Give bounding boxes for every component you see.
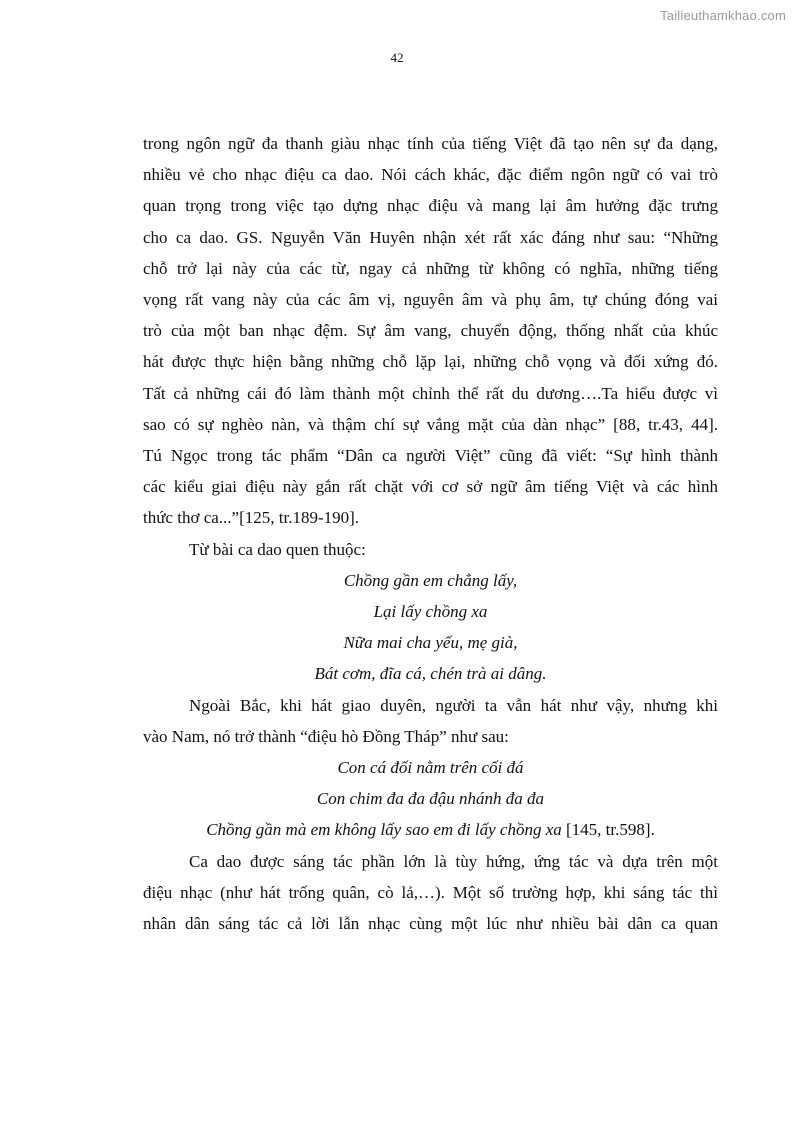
text-line: điệu nhạc (như hát trống quân, cò lả,…). Một số trường hợp, khi sáng tác thì [143,882,718,902]
text-line: Ngoài Bắc, khi hát giao duyên, người ta vẫn hát như vậy, nhưng khi [189,695,718,715]
text-line: sao có sự nghèo nàn, và thậm chí sự vắng mặt của dàn nhạc” [88, tr.43, 44]. [143,414,718,434]
citation: [145, tr.598]. [561,820,655,840]
text-line: các kiểu giai điệu này gắn rất chặt với cơ sở ngữ âm tiếng Việt và các hình [143,477,718,497]
text-line: vọng rất vang này của các âm vị, nguyên âm và phụ âm, tự chúng đóng vai [143,290,718,310]
verse-line-with-citation [143,814,718,845]
text-line: Ca dao được sáng tác phần lớn là tùy hứng, ứng tác và dựa trên một [189,851,718,871]
intro-line: Từ bài ca dao quen thuộc: [189,539,366,559]
verse-line: Con chim đa đa đậu nhánh đa đa [316,789,545,809]
verse-line: Bát cơm, đĩa cá, chén trà ai dâng. [314,664,547,684]
document-body [143,128,718,939]
verse-line: Nữa mai cha yếu, mẹ già, [343,633,518,653]
verse-line: Chồng gần mà em không lấy sao em đi lấy chồng xa [206,820,562,840]
text-line: vào Nam, nó trở thành “điệu hò Đồng Tháp” như sau: [143,726,509,746]
text-line: trò của một ban nhạc đệm. Sự âm vang, chuyển động, thống nhất của khúc [143,321,718,341]
text-line: thức thơ ca...”[125, tr.189-190]. [143,508,360,528]
verse-line: Chồng gần em chẳng lấy, [343,570,518,590]
verse-line: Con cá đối nằm trên cối đá [337,758,524,778]
text-line: Tất cả những cái đó làm thành một chỉnh thể rất du dương….Ta hiểu được vì [143,383,718,403]
watermark: Tailieuthamkhao.com [660,8,786,23]
text-line: hát được thực hiện bằng những chỗ lặp lại, những chỗ vọng và đối xứng đó. [143,352,718,372]
text-line: nhân dân sáng tác cả lời lẫn nhạc cùng một lúc như nhiều bài dân ca quan [143,914,718,934]
text-line: nhiều vẻ cho nhạc điệu ca dao. Nói cách khác, đặc điểm ngôn ngữ có vai trò [143,165,718,185]
text-line: chỗ trở lại này của các từ, ngay cả những từ không có nghĩa, những tiếng [143,258,718,278]
text-line: trong ngôn ngữ đa thanh giàu nhạc tính của tiếng Việt đã tạo nên sự đa dạng, [143,134,718,153]
text-line: Tú Ngọc trong tác phẩm “Dân ca người Việt” cũng đã viết: “Sự hình thành [143,446,718,466]
text-line: cho ca dao. GS. Nguyễn Văn Huyên nhận xét rất xác đáng như sau: “Những [143,227,718,247]
verse-line: Lại lấy chồng xa [373,602,488,622]
text-line: quan trọng trong việc tạo dựng nhạc điệu và mang lại âm hưởng đặc trưng [143,196,718,216]
page-number: 42 [390,50,404,65]
